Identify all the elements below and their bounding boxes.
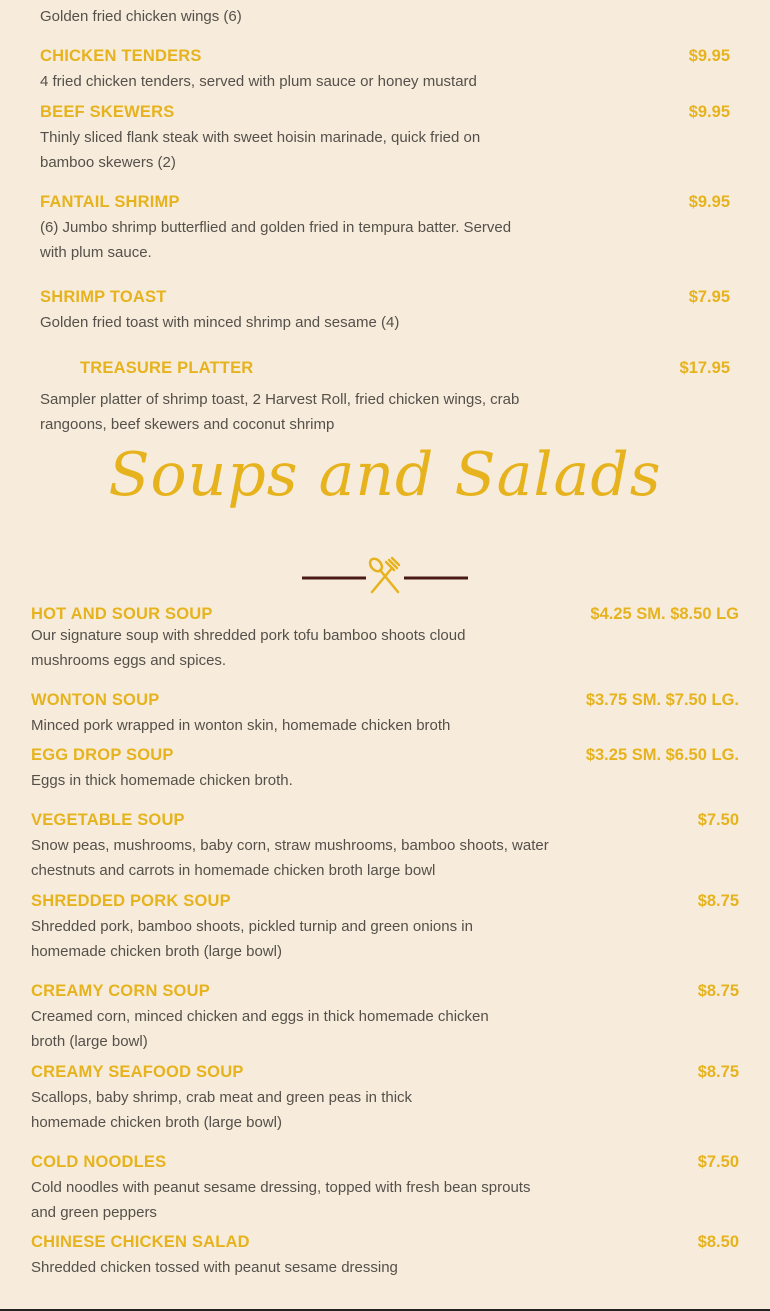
item-description: Golden fried chicken wings (6) xyxy=(40,8,242,25)
item-name: FANTAIL SHRIMP xyxy=(40,193,180,211)
item-name: CHINESE CHICKEN SALAD xyxy=(31,1233,250,1251)
item-name: VEGETABLE SOUP xyxy=(31,811,185,829)
item-price: $8.50 xyxy=(697,1233,739,1251)
item-price: $8.75 xyxy=(697,1063,739,1081)
item-name: CREAMY SEAFOOD SOUP xyxy=(31,1063,244,1081)
item-description: Eggs in thick homemade chicken broth. xyxy=(31,772,293,789)
item-description: Shredded chicken tossed with peanut sesame dressing xyxy=(31,1259,398,1276)
item-description: Minced pork wrapped in wonton skin, homemade chicken broth xyxy=(31,717,451,734)
item-description: Snow peas, mushrooms, baby corn, straw mushrooms, bamboo shoots, water chestnuts and carrots in homemade chicken broth large bowl xyxy=(31,837,549,879)
section-title: Soups and Salads xyxy=(108,440,662,510)
item-description: Cold noodles with peanut sesame dressing, topped with fresh bean sprouts and green peppers xyxy=(31,1179,531,1221)
item-name: EGG DROP SOUP xyxy=(31,746,174,764)
item-price: $7.95 xyxy=(688,288,730,306)
item-price: $7.50 xyxy=(697,811,739,829)
item-description: Scallops, baby shrimp, crab meat and green peas in thick homemade chicken broth (large bowl) xyxy=(31,1089,413,1131)
item-price: $3.25 SM. $6.50 LG. xyxy=(585,746,739,764)
item-name: HOT AND SOUR SOUP xyxy=(31,605,213,623)
item-description: Sampler platter of shrimp toast, 2 Harvest Roll, fried chicken wings, crab rangoons, beef skewers and coconut shrimp xyxy=(40,391,520,433)
item-price: $9.95 xyxy=(688,103,730,121)
item-price: $9.95 xyxy=(688,193,730,211)
item-description: (6) Jumbo shrimp butterflied and golden fried in tempura batter. Served with plum sauce. xyxy=(40,219,512,261)
item-price: $4.25 SM. $8.50 LG xyxy=(590,605,739,623)
item-description: Creamed corn, minced chicken and eggs in thick homemade chicken broth (large bowl) xyxy=(31,1008,489,1050)
item-description: Golden fried toast with minced shrimp and sesame (4) xyxy=(40,314,400,331)
item-name: BEEF SKEWERS xyxy=(40,103,175,121)
item-name: COLD NOODLES xyxy=(31,1153,167,1171)
item-price: $8.75 xyxy=(697,892,739,910)
item-name: SHREDDED PORK SOUP xyxy=(31,892,231,910)
fork-spoon-icon xyxy=(300,556,470,596)
item-description: 4 fried chicken tenders, served with plum sauce or honey mustard xyxy=(40,73,477,90)
item-price: $17.95 xyxy=(679,359,730,377)
item-description: Our signature soup with shredded pork tofu bamboo shoots cloud mushrooms eggs and spices. xyxy=(31,627,466,669)
item-name: SHRIMP TOAST xyxy=(40,288,167,306)
item-name: WONTON SOUP xyxy=(31,691,160,709)
item-price: $8.75 xyxy=(697,982,739,1000)
item-name: TREASURE PLATTER xyxy=(80,359,254,377)
item-price: $3.75 SM. $7.50 LG. xyxy=(585,691,739,709)
item-price: $7.50 xyxy=(697,1153,739,1171)
item-name: CREAMY CORN SOUP xyxy=(31,982,210,1000)
item-description: Shredded pork, bamboo shoots, pickled turnip and green onions in homemade chicken broth (large bowl) xyxy=(31,918,473,960)
item-description: Thinly sliced flank steak with sweet hoisin marinade, quick fried on bamboo skewers (2) xyxy=(40,129,481,171)
item-name: CHICKEN TENDERS xyxy=(40,47,202,65)
item-price: $9.95 xyxy=(688,47,730,65)
